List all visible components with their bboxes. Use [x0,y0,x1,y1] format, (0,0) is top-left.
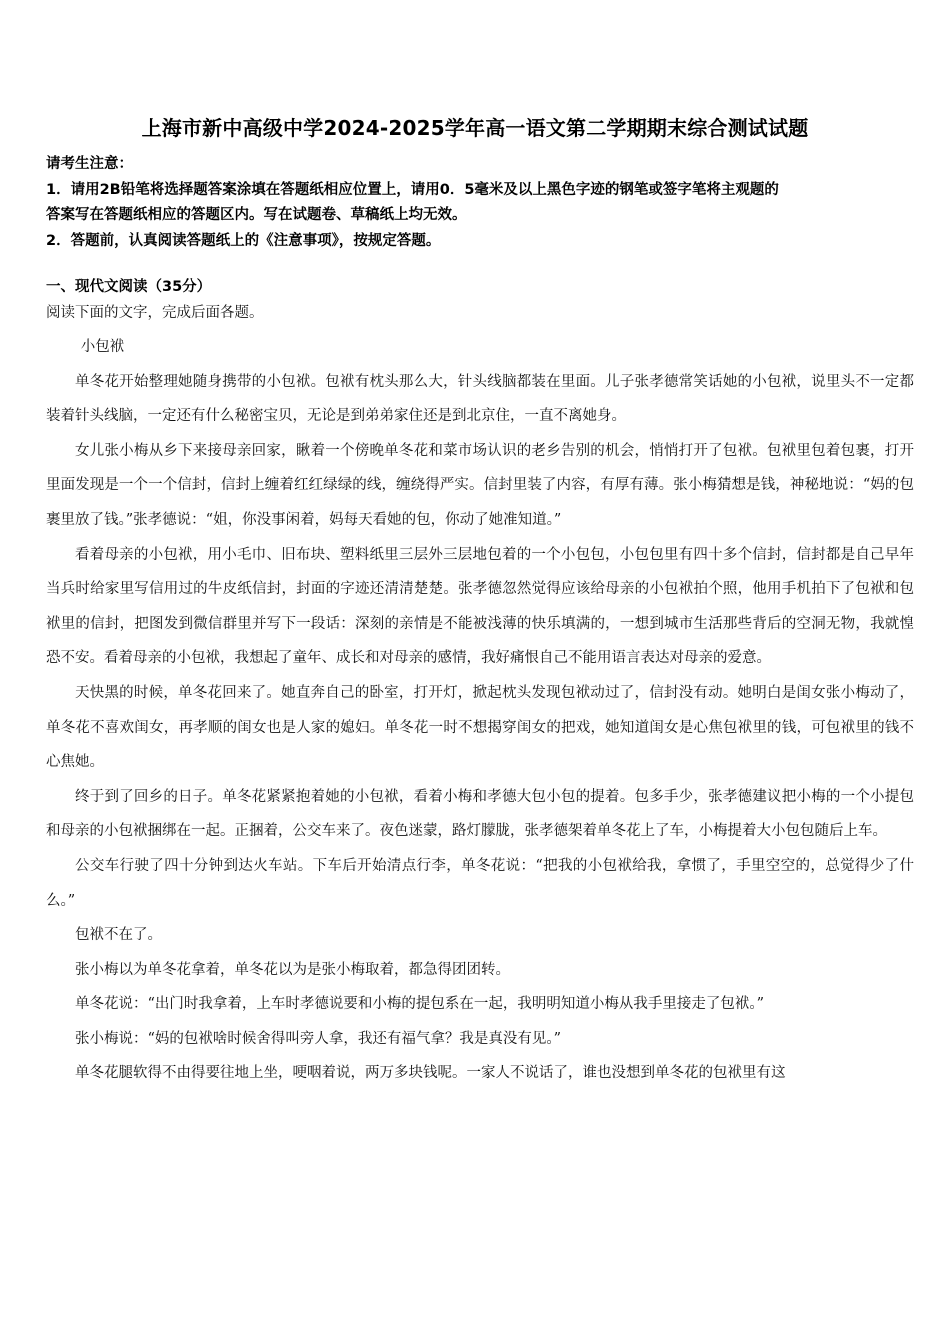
article-paragraph: 看着母亲的小包袱，用小毛巾、旧布块、塑料纸里三层外三层地包着的一个小包包，小包包里有四十多个信封，信封都是自己早年当兵时给家里写信用过的牛皮纸信封，封面的字迹还清清楚楚。张孝德忽然觉得应该给母亲的小包袱拍个照，他用手机拍下了包袱和包袱里的信封，把图发到微信群里并写下一段话：深刻的亲情是不能被浅薄的快乐填满的，一想到城市生活那些背后的空洞无物，我就惶恐不安。看着母亲的小包袱，我想起了童年、成长和对母亲的感情，我好痛恨自己不能用语言表达对母亲的爱意。 [46,546,914,667]
article-paragraph: 单冬花开始整理她随身携带的小包袱。包袱有枕头那么大，针头线脑都装在里面。儿子张孝德常笑话她的小包袱，说里头不一定都装着针头线脑，一定还有什么秘密宝贝，无论是到弟弟家住还是到北京住，一直不离她身。 [46,373,914,425]
notice-heading: 请考生注意： [46,156,133,172]
exam-title: 上海市新中高级中学2024-2025学年高一语文第二学期期末综合测试试题 [141,116,809,140]
article-paragraph: 公交车行驶了四十分钟到达火车站。下车后开始清点行李，单冬花说：“把我的小包袱给我，拿惯了，手里空空的，总觉得少了什么。” [46,857,914,909]
article-paragraph: 天快黑的时候，单冬花回来了。她直奔自己的卧室，打开灯，掀起枕头发现包袱动过了，信封没有动。她明白是闺女张小梅动了，单冬花不喜欢闺女，再孝顺的闺女也是人家的媳妇。单冬花一时不想揭穿闺女的把戏，她知道闺女是心焦包袱里的钱，可包袱里的钱不心焦她。 [46,684,914,771]
notice-line-1: 1．请用2B铅笔将选择题答案涂填在答题纸相应位置上，请用0．5毫米及以上黑色字迹的钢笔或签字笔将主观题的 [46,182,779,198]
article-paragraph: 张小梅以为单冬花拿着，单冬花以为是张小梅取着，都急得团团转。 [75,961,510,978]
notice-line-3: 2．答题前，认真阅读答题纸上的《注意事项》，按规定答题。 [46,233,441,249]
section-heading: 一、现代文阅读（35分） [46,279,212,295]
article-paragraph: 包袱不在了。 [75,927,162,944]
article-paragraph: 单冬花说：“出门时我拿着，上车时孝德说要和小梅的提包系在一起，我明明知道小梅从我手里接走了包袱。” [75,996,765,1013]
article-paragraph: 张小梅说：“妈的包袱啥时候舍得叫旁人拿，我还有福气拿？我是真没有见。” [75,1030,562,1047]
notice-line-2: 答案写在答题纸相应的答题区内。写在试题卷、草稿纸上均无效。 [46,207,467,223]
section-instruction: 阅读下面的文字，完成后面各题。 [46,305,264,321]
article-title: 小包袱 [80,339,125,355]
reading-article [46,330,914,1091]
article-paragraph: 单冬花腿软得不由得要往地上坐，哽咽着说，两万多块钱呢。一家人不说话了，谁也没想到单冬花的包袱里有这 [75,1065,786,1082]
article-paragraph: 终于到了回乡的日子。单冬花紧紧抱着她的小包袱，看着小梅和孝德大包小包的提着。包多手少，张孝德建议把小梅的一个小提包和母亲的小包袱捆绑在一起。正捆着，公交车来了。夜色迷蒙，路灯朦胧，张孝德架着单冬花上了车，小梅提着大小包包随后上车。 [46,788,914,840]
article-paragraph: 女儿张小梅从乡下来接母亲回家，瞅着一个傍晚单冬花和菜市场认识的老乡告别的机会，悄悄打开了包袱。包袱里包着包裹，打开里面发现是一个一个信封，信封上缠着红红绿绿的线，缠绕得严实。信封里装了内容，有厚有薄。张小梅猜想是钱，神秘地说：“妈的包裹里放了钱。”张孝德说：“姐，你没事闲着，妈每天看她的包，你动了她准知道。” [46,442,914,528]
